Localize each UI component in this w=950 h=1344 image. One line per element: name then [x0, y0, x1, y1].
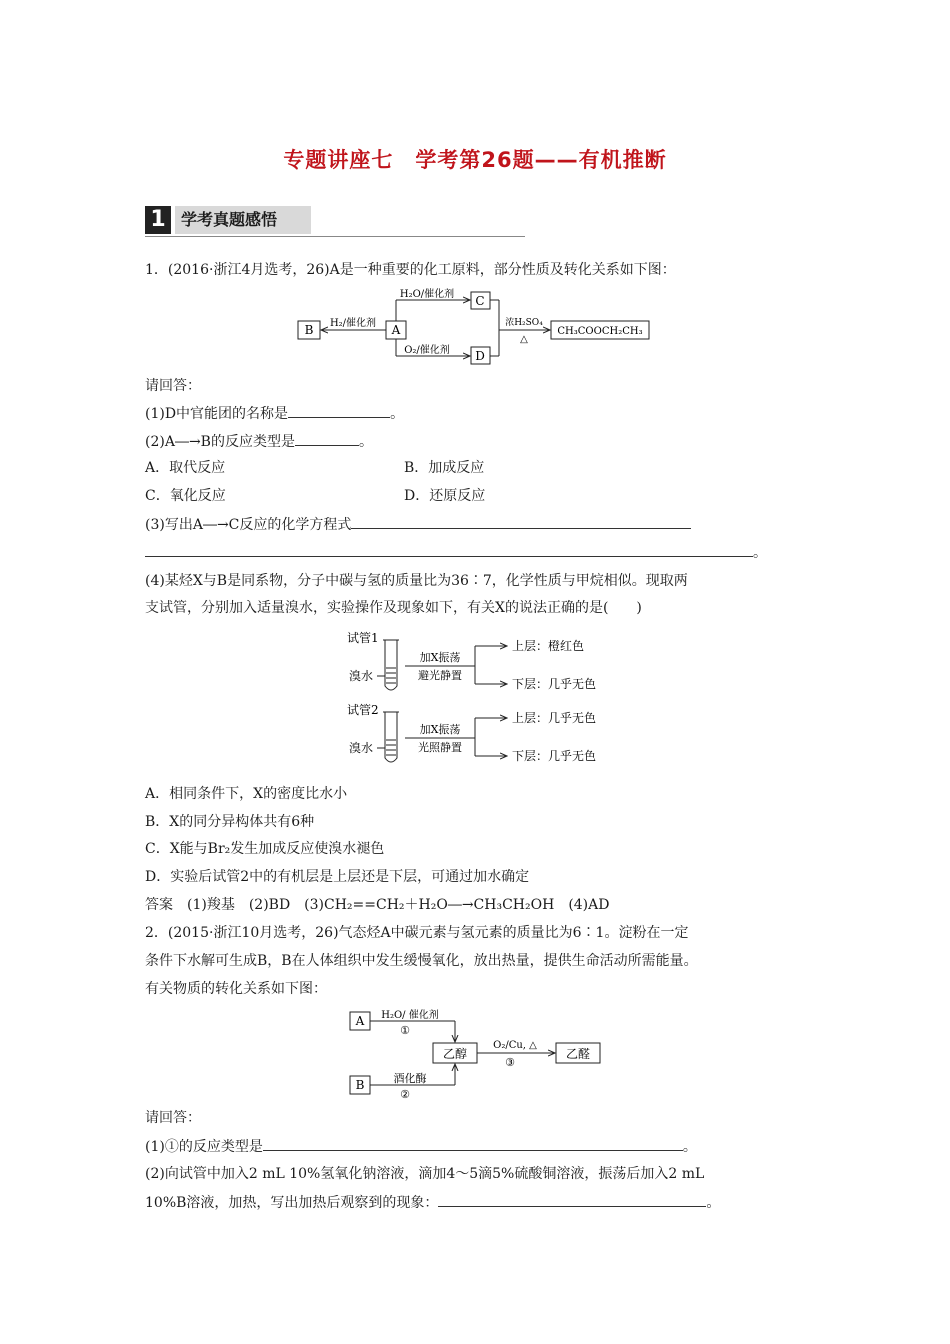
- q1-option-b: B．加成反应: [404, 460, 485, 476]
- q1-option-c: C．氧化反应: [145, 488, 226, 504]
- q1-answer-a: A．相同条件下，X的密度比水小: [145, 786, 348, 802]
- q1-part3: (3)写出A―→C反应的化学方程式: [145, 514, 691, 535]
- q1-answer-d: D．实验后试管2中的有机层是上层还是下层，可通过加水确定: [145, 869, 530, 885]
- tube1-op-b: 避光静置: [418, 669, 462, 682]
- label-product: CH₃COOCH₂CH₃: [557, 326, 643, 337]
- tube1-result-upper: 上层：橙红色: [512, 639, 585, 653]
- q1-tube-diagram: [345, 628, 625, 770]
- tube2-result-upper: 上层：几乎无色: [512, 711, 597, 725]
- q2-stem-line2: 条件下水解可生成B，B在人体组织中发生缓慢氧化，放出热量，提供生命活动所需能量。: [145, 953, 698, 969]
- label-b: B: [304, 323, 314, 337]
- label-heat: △: [520, 334, 528, 345]
- step3-number: ③: [505, 1056, 515, 1069]
- q1-please-answer: 请回答：: [145, 378, 201, 394]
- section-number: 1: [145, 206, 171, 234]
- step2-number: ②: [400, 1088, 410, 1101]
- q1-part3-continuation: 。: [145, 542, 767, 563]
- label-h2o: H₂O/催化剂: [399, 289, 455, 300]
- q2-reaction-diagram: [345, 1006, 615, 1102]
- label-acid: 浓H₂SO₄: [505, 318, 543, 328]
- label-c: C: [475, 294, 485, 308]
- q2-part2-line1: (2)向试管中加入2 mL 10%氢氧化钠溶液，滴加4～5滴5%硫酸铜溶液，振荡后加入2 mL: [145, 1166, 705, 1182]
- tube2-water-label: 溴水: [349, 741, 374, 755]
- tube1-op-a: 加X振荡: [419, 651, 461, 664]
- tube1-result-lower: 下层：几乎无色: [512, 677, 597, 691]
- q2-stem-line1: 2．(2015·浙江10月选考，26)气态烃A中碳元素与氢元素的质量比为6∶1。淀粉在一定: [145, 925, 689, 941]
- section-header: [145, 206, 525, 237]
- q2-stem-line3: 有关物质的转化关系如下图：: [145, 981, 327, 997]
- step1-number: ①: [400, 1024, 410, 1037]
- q1-part1: (1)D中官能团的名称是 。: [145, 403, 404, 424]
- tube1-water-label: 溴水: [349, 669, 374, 683]
- q2-part2-line2: 10%B溶液，加热，写出加热后观察到的现象： 。: [145, 1192, 720, 1213]
- label-h2: H₂/催化剂: [329, 318, 377, 329]
- tube2-op-b: 光照静置: [418, 741, 462, 754]
- q2-part1: (1)①的反应类型是 。: [145, 1136, 697, 1157]
- section-label: 学考真题感悟: [175, 206, 311, 234]
- label-o2: O₂/催化剂: [404, 345, 450, 356]
- q1-part2: (2)A―→B的反应类型是 。: [145, 431, 373, 452]
- q1-part4-line1: (4)某烃X与B是同系物，分子中碳与氢的质量比为36∶7，化学性质与甲烷相似。现取两: [145, 573, 688, 589]
- step2-label: 酒化酶: [393, 1072, 427, 1085]
- label-a: A: [391, 323, 401, 337]
- step1-label: H₂O/ 催化剂: [381, 1010, 439, 1021]
- tube2-label: 试管2: [347, 703, 379, 717]
- tube2-result-lower: 下层：几乎无色: [512, 749, 597, 763]
- tube1-label: 试管1: [347, 631, 379, 645]
- step3-label: O₂/Cu, △: [493, 1040, 537, 1051]
- label-b: B: [355, 1078, 365, 1092]
- q1-answer-c: C．X能与Br₂发生加成反应使溴水褪色: [145, 841, 385, 857]
- q1-answer-b: B．X的同分异构体共有6种: [145, 814, 315, 830]
- q1-part4-line2: 支试管，分别加入适量溴水，实验操作及现象如下，有关X的说法正确的是( ): [145, 600, 642, 616]
- q1-answer-key: 答案 (1)羧基 (2)BD (3)CH₂==CH₂＋H₂O―→CH₃CH₂OH (4)AD: [145, 897, 610, 913]
- label-acetaldehyde: 乙醛: [565, 1047, 591, 1061]
- q2-please-answer: 请回答：: [145, 1110, 201, 1126]
- label-ethanol: 乙醇: [442, 1047, 468, 1061]
- page-title: 专题讲座七 学考第26题——有机推断: [283, 148, 667, 172]
- q1-reaction-diagram: [295, 288, 655, 370]
- q1-option-d: D．还原反应: [404, 488, 486, 504]
- label-d: D: [475, 349, 485, 363]
- tube2-op-a: 加X振荡: [419, 723, 461, 736]
- label-a: A: [355, 1014, 365, 1028]
- q1-stem: 1．(2016·浙江4月选考，26)A是一种重要的化工原料，部分性质及转化关系如下图：: [145, 262, 676, 278]
- q1-option-a: A．取代反应: [145, 460, 226, 476]
